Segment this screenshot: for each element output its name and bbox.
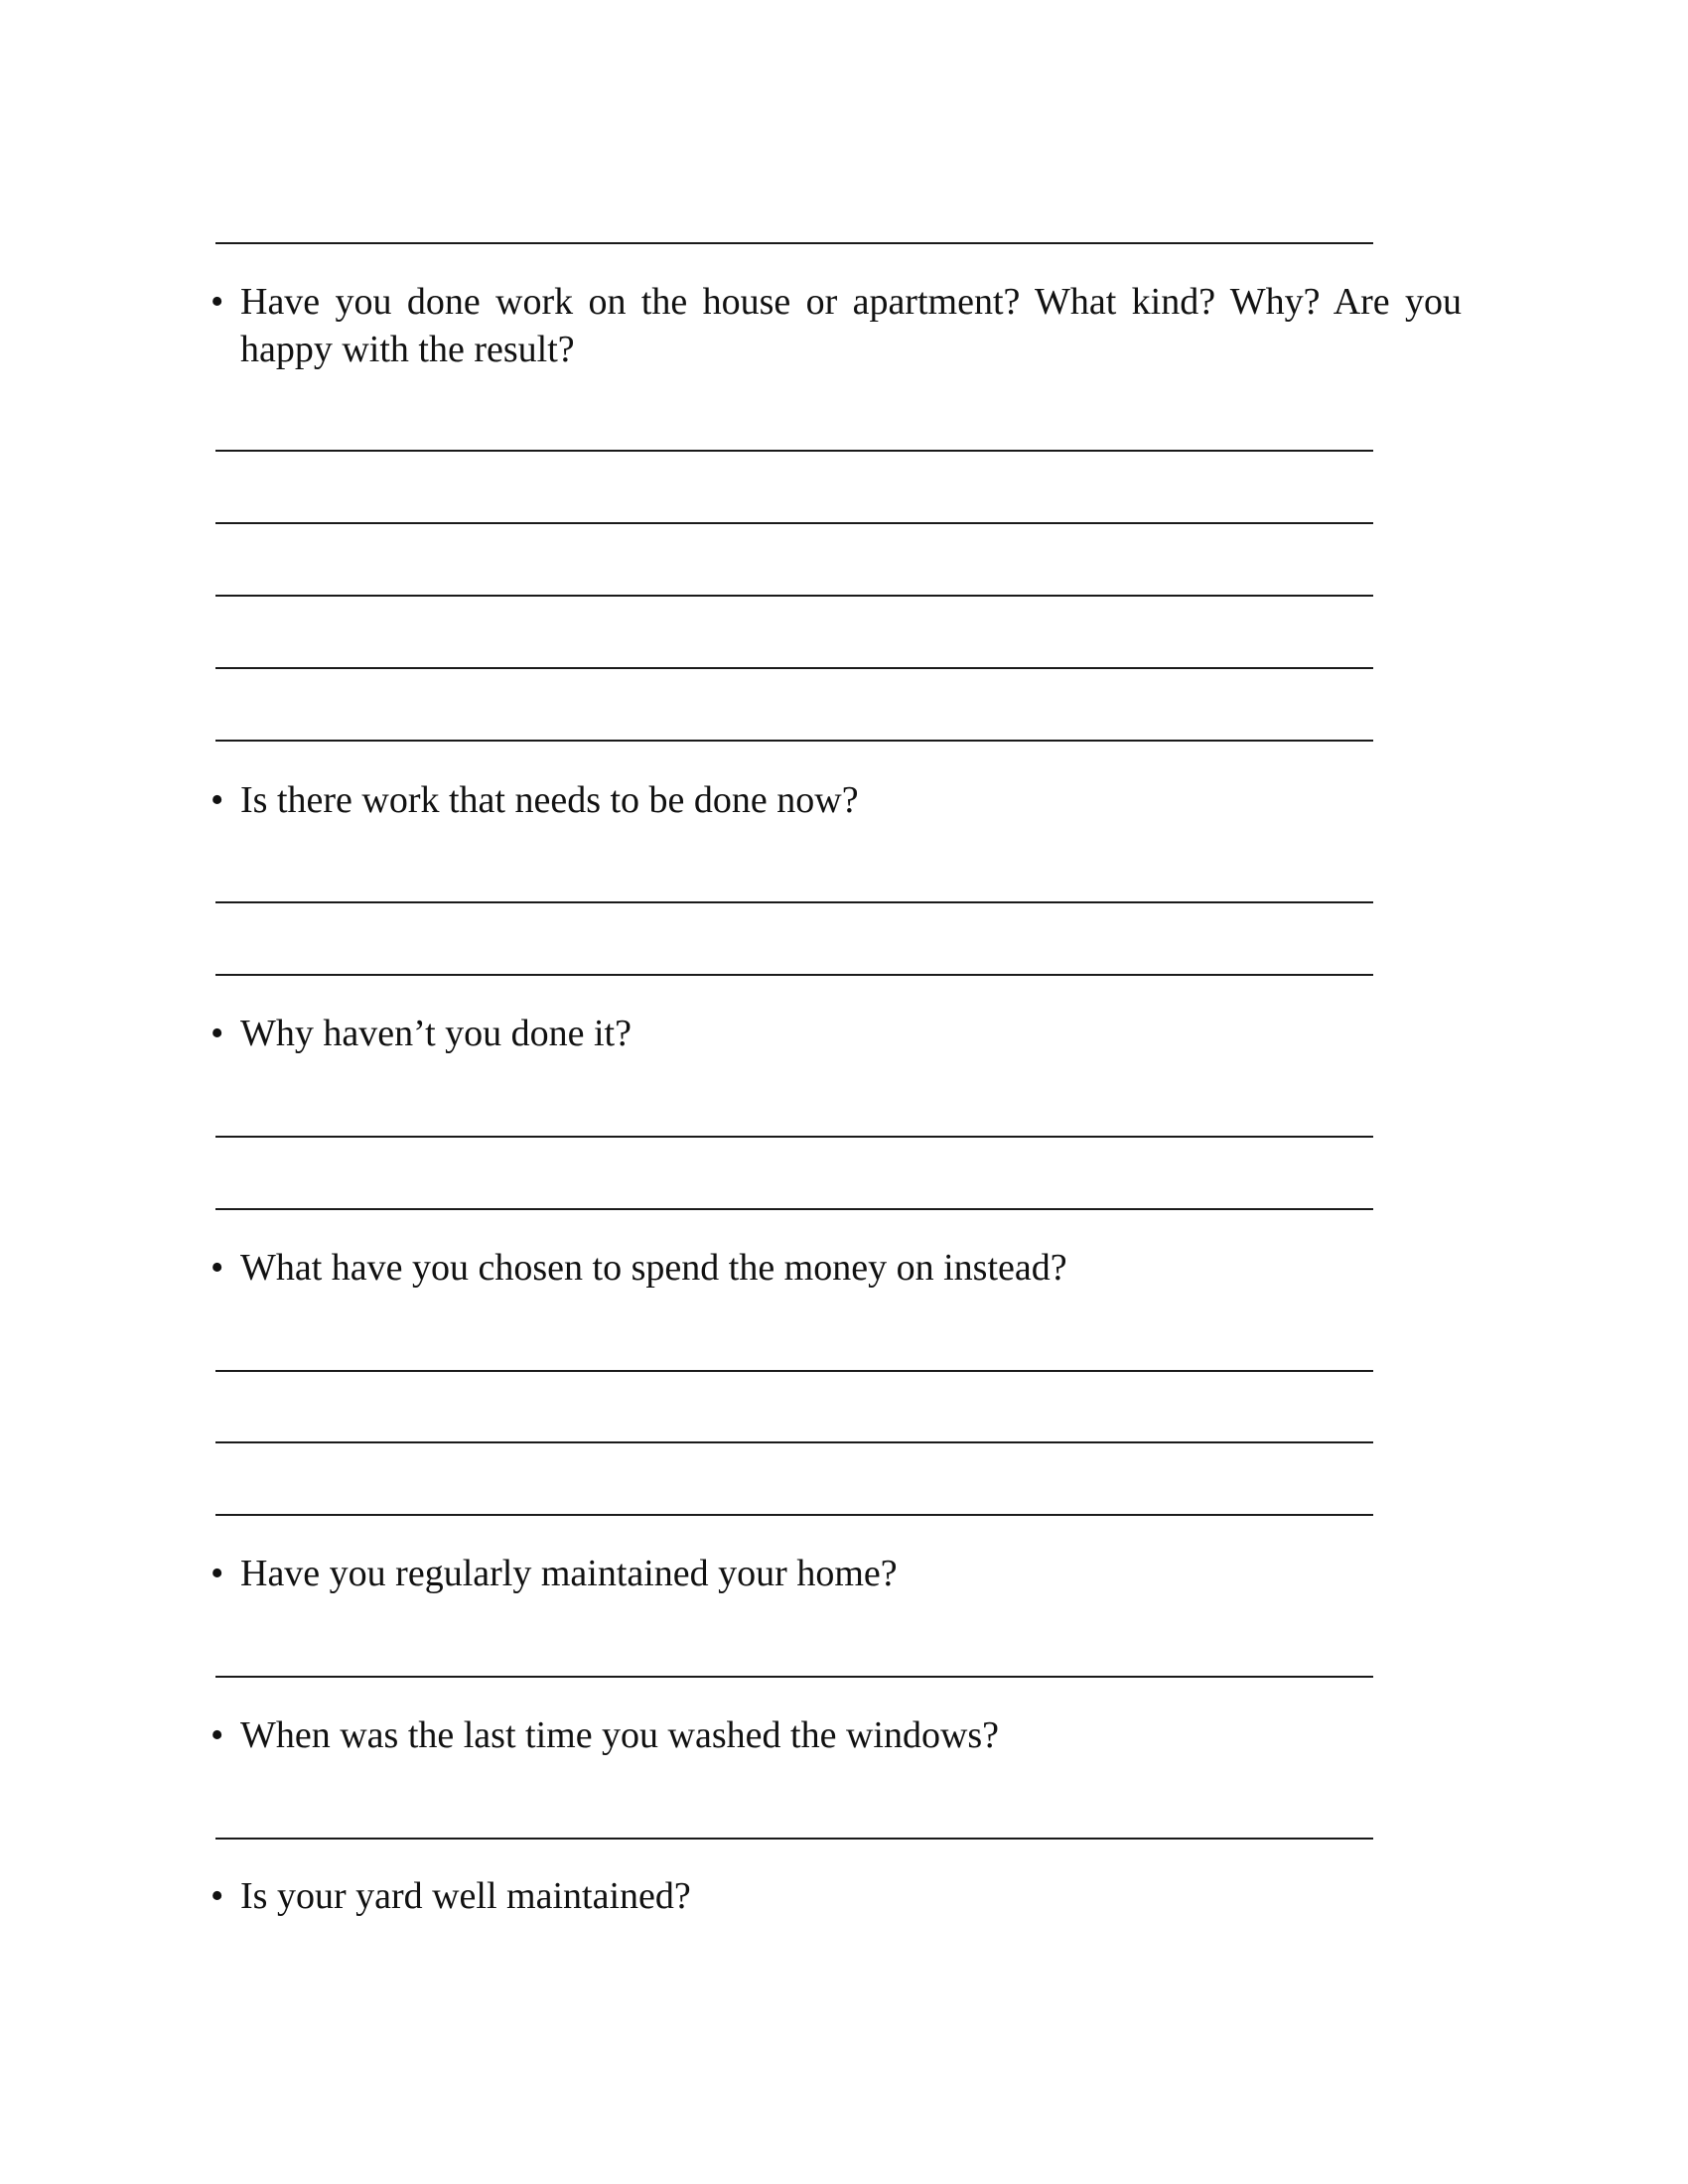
answer-line[interactable]	[215, 450, 1373, 452]
question-5	[211, 1550, 1472, 1597]
answer-line[interactable]	[215, 901, 1373, 903]
answer-line[interactable]	[215, 667, 1373, 669]
bullet: •	[211, 1714, 224, 1756]
answer-line[interactable]	[215, 974, 1373, 976]
question-text: What have you chosen to spend the money on instead?	[240, 1247, 1067, 1289]
bullet: •	[211, 1553, 224, 1594]
answer-line[interactable]	[215, 1370, 1373, 1372]
answer-line[interactable]	[215, 1208, 1373, 1210]
question-text: Is there work that needs to be done now?	[240, 779, 859, 821]
answer-line[interactable]	[215, 1514, 1373, 1516]
answer-line[interactable]	[215, 1441, 1373, 1443]
answer-line[interactable]	[215, 595, 1373, 597]
bullet: •	[211, 281, 224, 323]
answer-line[interactable]	[215, 1136, 1373, 1138]
bullet: •	[211, 1247, 224, 1289]
question-text: Is your yard well maintained?	[240, 1875, 691, 1917]
answer-line[interactable]	[215, 1676, 1373, 1678]
bullet: •	[211, 1013, 224, 1054]
answer-line[interactable]	[215, 740, 1373, 742]
question-6	[211, 1711, 1472, 1759]
bullet: •	[211, 779, 224, 821]
answer-line[interactable]	[215, 522, 1373, 524]
bullet: •	[211, 1875, 224, 1917]
question-text: Have you regularly maintained your home?	[240, 1553, 898, 1594]
question-4	[211, 1244, 1472, 1292]
question-1	[211, 278, 1462, 373]
question-text: Have you done work on the house or apartment? What kind? Why? Are you happy with the result?	[240, 281, 1462, 370]
question-3	[211, 1010, 1472, 1057]
question-text: When was the last time you washed the windows?	[240, 1714, 1000, 1756]
question-text: Why haven’t you done it?	[240, 1013, 632, 1054]
answer-line[interactable]	[215, 242, 1373, 244]
question-7	[211, 1872, 1472, 1920]
answer-line[interactable]	[215, 1838, 1373, 1840]
question-2	[211, 776, 1472, 824]
